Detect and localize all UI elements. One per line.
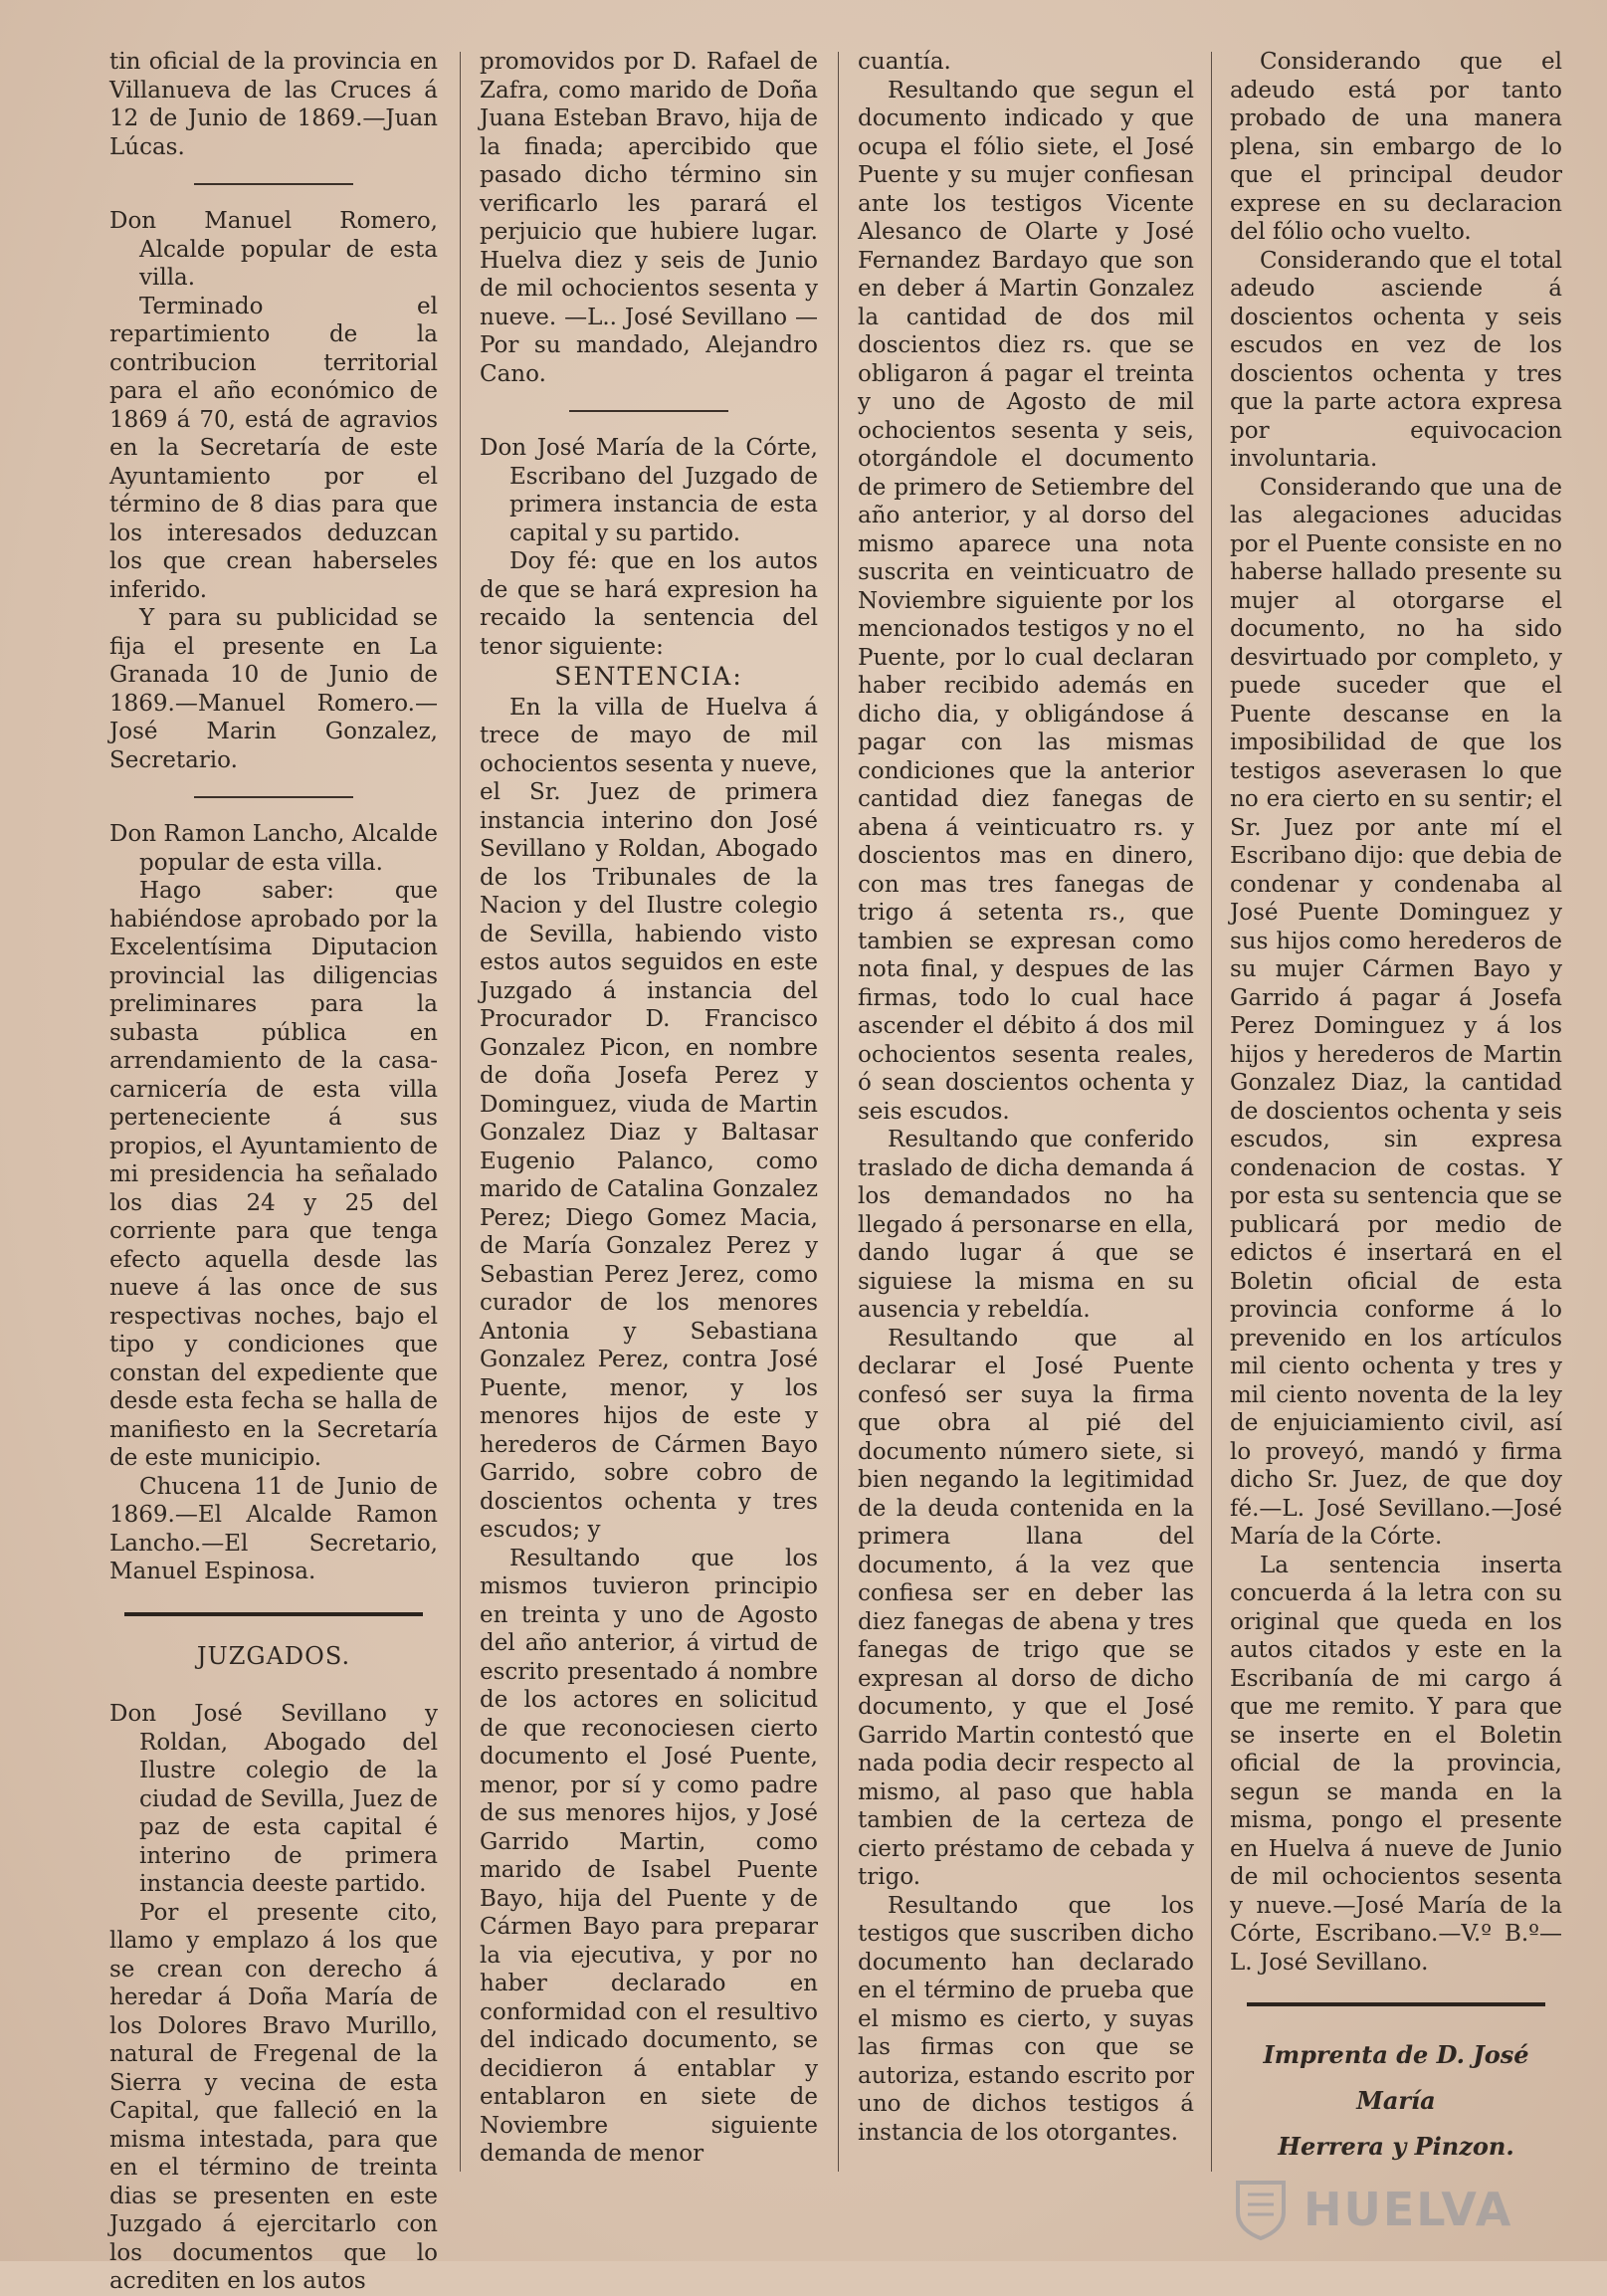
notice-heading: Don Ramon Lancho, Alcalde popular de esta villa.: [109, 821, 438, 876]
column-divider: [460, 52, 461, 2172]
paragraph: Hago saber: que habiéndose aprobado por la Excelentísima Diputacion provincial las diligencias preliminares para la subasta pública en arrendamiento de la casa-carnicería de esta villa perteneciente á sus propios, el Ayuntamiento de mi presidencia ha señalado los dias 24 y 25 del corriente para que tenga efecto aquella desde las nueve á las once de sus respectivas noches, bajo el tipo y condiciones que constan del expediente que desde esta fecha se halla de manifiesto en la Secretaría de este municipio.: [109, 878, 438, 1471]
paragraph: La sentencia inserta concuerda á la letra con su original que queda en los autos citados y este en la Escribanía de mi cargo á que me remito. Y para que se inserte en el Boletin oficial de la provincia, segun se manda en la misma, pongo el presente en Huelva á nueve de Junio de mil ochocientos sesenta y nueve.—José María de la Córte, Escribano.—V.º B.º—L. José Sevillano.: [1230, 1552, 1562, 1976]
column-2: [480, 48, 818, 2221]
paragraph: Terminado el repartimiento de la contribucion territorial para el año económico de 1869 á 70, está de agravios en la Secretaría de este Ayuntamiento por el término de 8 dias para que los interesados deduzcan los que crean haberseles inferido.: [109, 293, 438, 603]
column-1: [109, 48, 438, 2294]
paragraph: Considerando que una de las alegaciones aducidas por el Puente consiste en no haberse hallado presente su mujer al otorgarse el documento, no ha sido desvirtuado por completo, y puede suceder que el Puente descanse en la imposibilidad de que los testigos aseverasen lo que no era cierto en su sentir; el Sr. Juez por ante mí el Escribano dijo: que debia de condenar y condenaba al José Puente Dominguez y sus hijos como herederos de su mujer Cármen Bayo y Garrido á pagar á Josefa Perez Dominguez y á los hijos y herederos de Martin Gonzalez Diaz, la cantidad de doscientos ochenta y seis escudos, sin expresa condenacion de costas. Y por esta su sentencia que se publicará por medio de edictos é insertará en el Boletin oficial de esta provincia conforme á lo prevenido en los artículos mil ciento ochenta y tres y mil ciento noventa de la ley de enjuiciamiento civil, así lo proveyó, mandó y firma dicho Sr. Juez, de que doy fé.—L. José Sevillano.—José María de la Córte.: [1230, 474, 1562, 1550]
paragraph: promovidos por D. Rafael de Zafra, como marido de Doña Juana Esteban Bravo, hija de la finada; apercibido que pasado dicho término sin verificarlo les parará el perjuicio que hubiere lugar. Huelva diez y seis de Junio de mil ochocientos sesenta y nueve. —L.. José Sevillano —Por su mandado, Alejandro Cano.: [480, 49, 818, 387]
paragraph: Chucena 11 de Junio de 1869.—El Alcalde Ramon Lancho.—El Secretario, Manuel Espinosa.: [109, 1473, 438, 1584]
notice-heading: Don José Sevillano y Roldan, Abogado del Ilustre colegio de la ciudad de Sevilla, Juez de paz de esta capital é interino de primera instancia deeste partido.: [109, 1701, 438, 1897]
column-4: [1230, 48, 1562, 2221]
column-divider: [838, 52, 839, 2172]
notice-heading: Don José María de la Córte, Escribano del Juzgado de primera instancia de esta capital y su partido.: [480, 435, 818, 546]
paragraph: Resultando que conferido traslado de dicha demanda á los demandados no ha llegado á personarse en ella, dando lugar á que se siguiese la misma en su ausencia y rebeldía.: [858, 1127, 1194, 1323]
notice-heading: Don Manuel Romero, Alcalde popular de esta villa.: [109, 208, 438, 291]
paragraph: Por el presente cito, llamo y emplazo á los que se crean con derecho á heredar á Doña María de los Dolores Bravo Murillo, natural de Fregenal de la Sierra y vecina de esta Capital, que falleció en la misma intestada, para que en el término de treinta dias se presenten en este Juzgado á ejercitarlo con los documentos que lo acrediten en los autos: [109, 1899, 438, 2294]
watermark-text: HUELVA: [1304, 2183, 1513, 2236]
section-rule: [124, 1612, 423, 1616]
section-title: JUZGADOS.: [196, 1641, 351, 1670]
paragraph: Resultando que los mismos tuvieron principio en treinta y uno de Agosto del año anterior, á virtud de escrito presentado á nombre de los actores en solicitud de que reconociesen cierto documento el José Puente, menor, por sí y como padre de sus menores hijos, y José Garrido Martin, como marido de Isabel Puente Bayo, hija del Puente y de Cármen Bayo para preparar la via ejecutiva, y por no haber declarado en conformidad con el resultivo del indicado documento, se decidieron á entablar y entablaron en siete de Noviembre siguiente demanda de menor: [480, 1545, 818, 2167]
sentence-heading: SENTENCIA:: [554, 662, 743, 691]
shield-icon: [1234, 2179, 1288, 2240]
section-rule: [1247, 2002, 1545, 2006]
paragraph: Doy fé: que en los autos de que se hará expresion ha recaido la sentencia del tenor siguiente:: [480, 548, 818, 660]
paragraph: Resultando que al declarar el José Puente confesó ser suya la firma que obra al pié del documento número siete, si bien negando la legitimidad de la deuda contenida en la primera llana del documento, á la vez que confiesa ser en deber las diez fanegas de abena y tres fanegas de trigo que se expresan al dorso de dicho documento, y que el José Garrido Martin contestó que nada podia decir respecto al mismo, al paso que habla tambien de la certeza de cierto préstamo de cebada y trigo.: [858, 1325, 1194, 1890]
column-divider: [1211, 52, 1212, 2172]
archive-watermark: [1234, 2175, 1592, 2244]
paragraph: Resultando que segun el documento indicado y que ocupa el fólio siete, el José Puente y su mujer confiesan ante los testigos Vicente Alesanco de Olarte y José Fernandez Bardayo que son en deber á Martin Gonzalez la cantidad de dos mil doscientos diez rs. que se obligaron á pagar el treinta y uno de Agosto de mil ochocientos sesenta y seis, otorgándole el documento de primero de Setiembre del año anterior, y al dorso del mismo aparece una nota suscrita en veinticuatro de Noviembre siguiente por los mencionados testigos y no el Puente, por lo cual declaran haber recibido además en dicho dia, y obligándose á pagar con las mismas condiciones que la anterior cantidad diez fanegas de abena á veinticuatro rs. y doscientos mas en dinero, con mas tres fanegas de trigo á setenta rs., que tambien se expresan como nota final, y despues de las firmas, todo lo cual hace ascender el débito á dos mil ochocientos sesenta reales, ó sean doscientos ochenta y seis escudos.: [858, 77, 1194, 1125]
imprint-line: Imprenta de D. José María: [1263, 2040, 1529, 2115]
separator-rule: [194, 796, 353, 798]
paragraph: Considerando que el adeudo está por tanto probado de una manera plena, sin embargo de lo que el principal deudor exprese en su declaracion del fólio ocho vuelto.: [1230, 49, 1562, 245]
imprint-line: Herrera y Pinzon.: [1278, 2132, 1514, 2161]
paragraph: En la villa de Huelva á trece de mayo de mil ochocientos sesenta y nueve, el Sr. Juez de primera instancia interino don José Sevillano y Roldan, Abogado de los Tribunales de la Nacion y del Ilustre colegio de Sevilla, habiendo visto estos autos seguidos en este Juzgado á instancia del Procurador D. Francisco Gonzalez Picon, en nombre de doña Josefa Perez y Dominguez, viuda de Martin Gonzalez Diaz y Baltasar Eugenio Palanco, como marido de Catalina Gonzalez Perez; Diego Gomez Macia, de María Gonzalez Perez y Sebastian Perez Jerez, como curador de los menores Antonia y Sebastiana Gonzalez Perez, contra José Puente, menor, y los menores hijos de este y herederos de Cármen Bayo Garrido, sobre cobro de doscientos ochenta y tres escudos; y: [480, 694, 818, 1543]
paragraph: Considerando que el total adeudo asciende á doscientos ochenta y seis escudos en vez de los doscientos ochenta y tres que la parte actora expresa por equivocacion involuntaria.: [1230, 247, 1562, 472]
paragraph: tin oficial de la provincia en Villanueva de las Cruces á 12 de Junio de 1869.—Juan Lúcas.: [109, 49, 438, 160]
paragraph: cuantía.: [858, 49, 951, 75]
separator-rule: [569, 410, 728, 412]
paragraph: Y para su publicidad se fija el presente en La Granada 10 de Junio de 1869.—Manuel Romero.—José Marin Gonzalez, Secretario.: [109, 605, 438, 773]
separator-rule: [194, 183, 353, 185]
printer-imprint: [1230, 2032, 1562, 2170]
column-3: [858, 48, 1194, 2221]
paragraph: Resultando que los testigos que suscriben dicho documento han declarado en el término de prueba que el mismo es cierto, y suyas las firmas con que se autoriza, estando escrito por uno de dichos testigos á instancia de los otorgantes.: [858, 1892, 1194, 2146]
